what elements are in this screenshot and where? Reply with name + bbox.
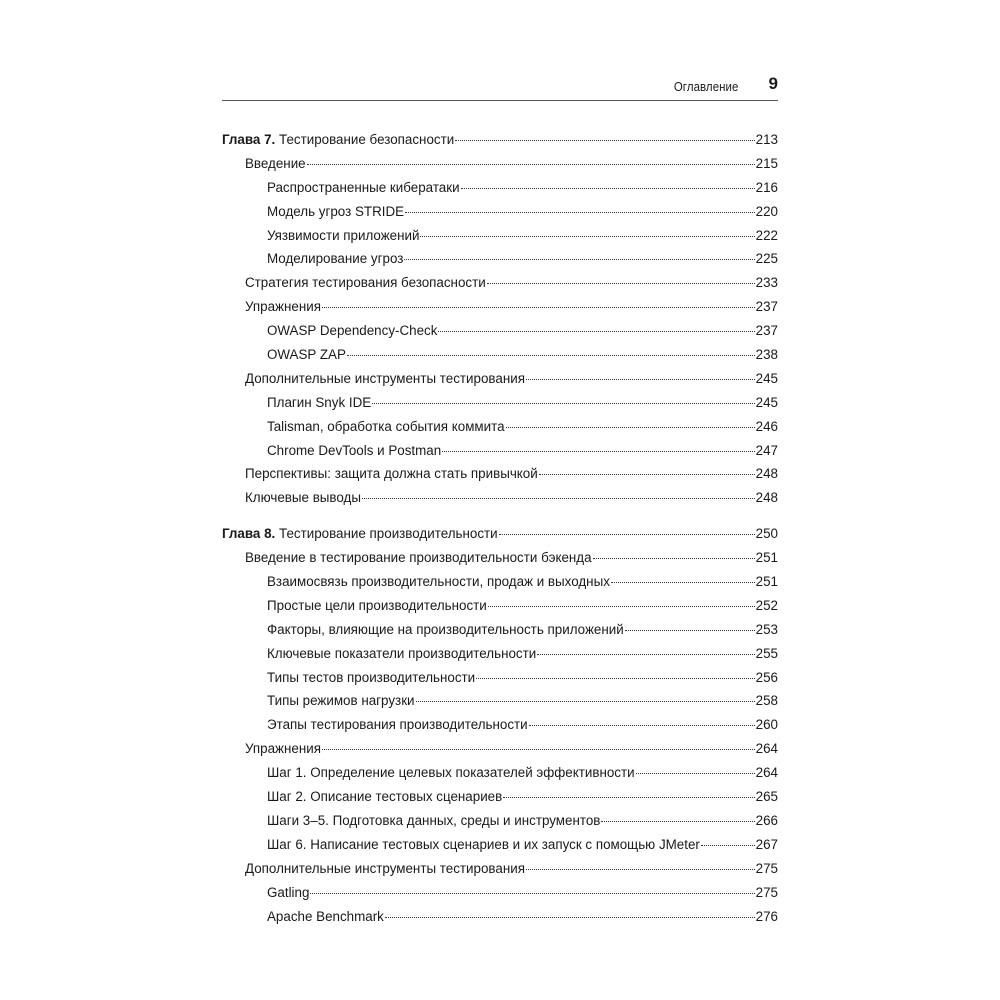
dot-leader bbox=[420, 235, 754, 237]
toc-page-number: 215 bbox=[755, 155, 778, 171]
toc-entry-title: Шаг 1. Определение целевых показателей эффективности bbox=[267, 765, 635, 781]
toc-entry bbox=[222, 737, 778, 761]
toc-entry bbox=[222, 247, 778, 271]
dot-leader bbox=[347, 354, 755, 356]
dot-leader bbox=[506, 426, 755, 428]
toc-entry bbox=[222, 486, 778, 510]
toc-page-number: 248 bbox=[755, 490, 778, 506]
dot-leader bbox=[385, 916, 755, 918]
toc-entry-title: Шаг 6. Написание тестовых сценариев и их запуск с помощью JMeter bbox=[267, 836, 700, 852]
toc-page-number: 267 bbox=[755, 836, 778, 852]
toc-page-number: 264 bbox=[755, 741, 778, 757]
toc-entry bbox=[222, 713, 778, 737]
toc-entry-title: Apache Benchmark bbox=[267, 908, 384, 924]
dot-leader bbox=[307, 163, 755, 165]
toc-entry-title bbox=[222, 128, 454, 152]
dot-leader bbox=[537, 653, 754, 655]
toc-entry bbox=[222, 666, 778, 690]
toc-page-number: 275 bbox=[755, 884, 778, 900]
dot-leader bbox=[503, 796, 754, 798]
toc-entry bbox=[222, 271, 778, 295]
toc-entry bbox=[222, 224, 778, 248]
dot-leader bbox=[461, 187, 755, 189]
toc-page-number: 233 bbox=[755, 275, 778, 291]
dot-leader bbox=[701, 844, 755, 846]
toc-page-number: 256 bbox=[755, 669, 778, 685]
toc-entry-title: Распространенные кибератаки bbox=[267, 179, 460, 195]
toc-entry-title: Моделирование угроз bbox=[267, 251, 404, 267]
toc-entry-title: Введение в тестирование производительности бэкенда bbox=[245, 550, 592, 566]
dot-leader bbox=[438, 330, 754, 332]
toc-entry bbox=[222, 176, 778, 200]
toc-chapter-heading bbox=[222, 128, 778, 152]
toc-page-number: 252 bbox=[755, 597, 778, 613]
toc-page-number: 222 bbox=[755, 227, 778, 243]
dot-leader bbox=[404, 258, 754, 260]
chapter-title: Тестирование безопасности bbox=[279, 132, 455, 147]
toc-page-number: 245 bbox=[755, 370, 778, 386]
toc-entry bbox=[222, 295, 778, 319]
toc-page-number: 246 bbox=[755, 418, 778, 434]
toc-chapter bbox=[222, 128, 778, 510]
dot-leader bbox=[405, 211, 755, 213]
toc-page-number: 276 bbox=[755, 908, 778, 924]
toc-page-number: 253 bbox=[755, 621, 778, 637]
toc-entry-title: Уязвимости приложений bbox=[267, 227, 420, 243]
toc-page-number: 251 bbox=[755, 550, 778, 566]
toc-entry-title: Ключевые показатели производительности bbox=[267, 645, 537, 661]
dot-leader bbox=[526, 378, 755, 380]
toc-entry-title: Упражнения bbox=[245, 299, 321, 315]
dot-leader bbox=[499, 533, 755, 535]
toc-entry bbox=[222, 785, 778, 809]
toc-entry-title: OWASP Dependency-Check bbox=[267, 323, 438, 339]
toc-entry-title: Talisman, обработка события коммита bbox=[267, 418, 505, 434]
toc-page-number: 250 bbox=[755, 526, 778, 542]
toc-page-number: 264 bbox=[755, 765, 778, 781]
toc-entry-title: Плагин Snyk IDE bbox=[267, 394, 372, 410]
dot-leader bbox=[526, 868, 755, 870]
toc-entry-title: Факторы, влияющие на производительность приложений bbox=[267, 621, 624, 637]
toc-entry-title: Модель угроз STRIDE bbox=[267, 203, 405, 219]
toc-entry bbox=[222, 462, 778, 486]
toc-entry-title: Этапы тестирования производительности bbox=[267, 717, 528, 733]
toc-entry bbox=[222, 319, 778, 343]
toc-page-number: 237 bbox=[755, 323, 778, 339]
toc-entry-title: Взаимосвязь производительности, продаж и выходных bbox=[267, 574, 610, 590]
toc-chapter-heading bbox=[222, 522, 778, 546]
toc-page-number: 260 bbox=[755, 717, 778, 733]
dot-leader bbox=[362, 497, 755, 499]
toc-entry bbox=[222, 761, 778, 785]
dot-leader bbox=[416, 700, 755, 702]
toc-entry-title: Gatling bbox=[267, 884, 310, 900]
toc-page-number: 265 bbox=[755, 789, 778, 805]
dot-leader bbox=[310, 892, 754, 894]
dot-leader bbox=[611, 581, 755, 583]
dot-leader bbox=[625, 629, 755, 631]
toc-page-number: 258 bbox=[755, 693, 778, 709]
toc-entry bbox=[222, 689, 778, 713]
toc-entry bbox=[222, 594, 778, 618]
toc-entry-title: Типы тестов производительности bbox=[267, 669, 476, 685]
toc-entry bbox=[222, 809, 778, 833]
toc-entry-title bbox=[222, 522, 498, 546]
toc-page-number: 247 bbox=[755, 442, 778, 458]
dot-leader bbox=[322, 748, 755, 750]
dot-leader bbox=[487, 282, 755, 284]
toc-entry bbox=[222, 833, 778, 857]
toc-page-number: 248 bbox=[755, 466, 778, 482]
toc-entry-title: Введение bbox=[245, 155, 306, 171]
toc-entry-title: Простые цели производительности bbox=[267, 597, 487, 613]
toc-entry bbox=[222, 200, 778, 224]
chapter-label: Глава 7. bbox=[222, 132, 276, 147]
toc-page-number: 266 bbox=[755, 812, 778, 828]
toc-entry-title: Ключевые выводы bbox=[245, 490, 361, 506]
dot-leader bbox=[372, 402, 754, 404]
running-header-title: Оглавление bbox=[673, 79, 738, 94]
toc-chapter bbox=[222, 522, 778, 928]
dot-leader bbox=[442, 450, 754, 452]
toc-entry bbox=[222, 642, 778, 666]
toc-entry bbox=[222, 905, 778, 929]
toc-page-number: 225 bbox=[755, 251, 778, 267]
toc-entry bbox=[222, 343, 778, 367]
toc-page-number: 213 bbox=[755, 132, 778, 147]
running-header bbox=[222, 74, 778, 101]
chapter-label: Глава 8. bbox=[222, 526, 276, 542]
dot-leader bbox=[322, 306, 755, 308]
toc-entry-title: Типы режимов нагрузки bbox=[267, 693, 415, 709]
toc-entry bbox=[222, 618, 778, 642]
toc-page-number: 216 bbox=[755, 179, 778, 195]
toc-entry-title: Шаги 3–5. Подготовка данных, среды и инструментов bbox=[267, 812, 601, 828]
dot-leader bbox=[636, 772, 755, 774]
dot-leader bbox=[476, 677, 755, 679]
toc-page-number: 245 bbox=[755, 394, 778, 410]
toc-entry bbox=[222, 857, 778, 881]
toc-page-number: 251 bbox=[755, 574, 778, 590]
toc-entry bbox=[222, 439, 778, 463]
toc-entry bbox=[222, 415, 778, 439]
dot-leader bbox=[539, 473, 755, 475]
toc-entry-title: Перспективы: защита должна стать привычкой bbox=[245, 466, 538, 482]
dot-leader bbox=[593, 557, 755, 559]
toc-entry-title: Упражнения bbox=[245, 741, 321, 757]
toc-entry-title: Chrome DevTools и Postman bbox=[267, 442, 442, 458]
toc-entry bbox=[222, 152, 778, 176]
toc-page-number: 237 bbox=[755, 299, 778, 315]
table-of-contents bbox=[222, 128, 778, 928]
toc-entry bbox=[222, 881, 778, 905]
toc-page-number: 220 bbox=[755, 203, 778, 219]
toc-entry-title: OWASP ZAP bbox=[267, 347, 346, 363]
dot-leader bbox=[529, 724, 755, 726]
dot-leader bbox=[488, 605, 755, 607]
page-number: 9 bbox=[768, 74, 778, 93]
toc-page-number: 238 bbox=[755, 347, 778, 363]
toc-page-number: 275 bbox=[755, 860, 778, 876]
toc-entry bbox=[222, 546, 778, 570]
toc-entry bbox=[222, 570, 778, 594]
dot-leader bbox=[601, 820, 754, 822]
toc-entry-title: Дополнительные инструменты тестирования bbox=[245, 370, 525, 386]
toc-entry bbox=[222, 367, 778, 391]
toc-entry bbox=[222, 391, 778, 415]
toc-entry-title: Дополнительные инструменты тестирования bbox=[245, 860, 525, 876]
chapter-title: Тестирование производительности bbox=[279, 526, 498, 542]
toc-entry-title: Шаг 2. Описание тестовых сценариев bbox=[267, 789, 503, 805]
toc-page-number: 255 bbox=[755, 645, 778, 661]
dot-leader bbox=[455, 139, 754, 141]
toc-entry-title: Стратегия тестирования безопасности bbox=[245, 275, 486, 291]
